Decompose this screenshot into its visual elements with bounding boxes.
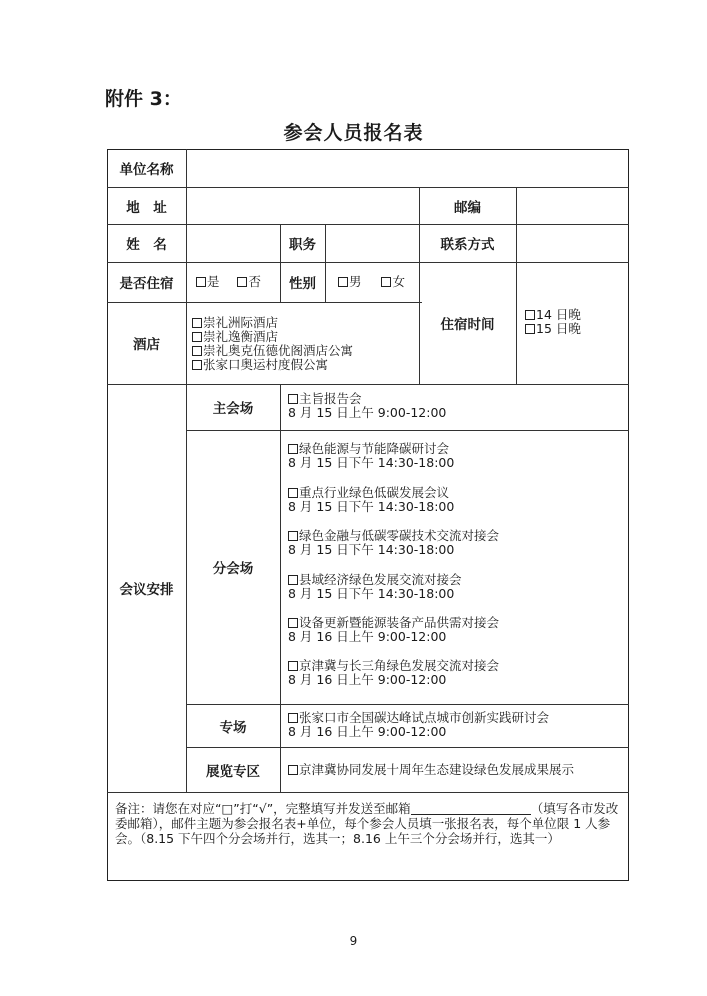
note — [115, 801, 623, 846]
checkbox[interactable] — [288, 661, 298, 671]
hotel-option — [192, 344, 353, 358]
exhibition-label: 展览专区 — [206, 763, 260, 780]
session-option — [288, 529, 499, 543]
session-option — [288, 486, 449, 500]
session-time: 8 月 15 日下午 14:30-18:00 — [288, 542, 455, 557]
hotel-option — [192, 330, 278, 344]
session-time: 8 月 16 日上午 9:00-12:00 — [288, 672, 447, 687]
session-name: 京津冀与长三角绿色发展交流对接会 — [299, 658, 500, 673]
hotel-name: 崇礼洲际酒店 — [203, 315, 279, 330]
address-label: 地 址 — [126, 199, 167, 216]
sub-venue-label: 分会场 — [212, 561, 254, 577]
checkbox[interactable] — [237, 277, 247, 287]
session-name: 设备更新暨能源装备产品供需对接会 — [299, 615, 500, 630]
session-option — [288, 616, 499, 630]
option-yes: 是 — [207, 274, 220, 289]
checkbox[interactable] — [525, 324, 535, 334]
session-name: 张家口市全国碳达峰试点城市创新实践研讨会 — [299, 710, 550, 725]
page-number: 9 — [349, 934, 358, 948]
session-option — [288, 392, 362, 406]
option-female: 女 — [392, 274, 405, 289]
attachment-label: 附件 3： — [105, 88, 182, 110]
special-label: 专场 — [219, 719, 247, 736]
hotel-name: 崇礼逸衡酒店 — [203, 329, 279, 344]
session-time: 8 月 15 日下午 14:30-18:00 — [288, 455, 455, 470]
col-divider — [516, 187, 517, 384]
session-name: 重点行业绿色低碳发展会议 — [299, 485, 450, 500]
session-option — [288, 442, 449, 456]
stay-night-option — [525, 308, 581, 322]
checkbox[interactable] — [288, 618, 298, 628]
session-option — [288, 659, 499, 673]
hotel-name: 张家口奥运村度假公寓 — [203, 357, 329, 372]
name-label: 姓 名 — [126, 237, 167, 253]
session-name: 绿色能源与节能降碳研讨会 — [299, 441, 450, 456]
lodging-label: 是否住宿 — [119, 276, 174, 292]
main-venue-label: 主会场 — [212, 401, 254, 417]
checkbox[interactable] — [288, 488, 298, 498]
gender-label: 性别 — [289, 276, 316, 292]
hotel-option — [192, 316, 278, 330]
session-time: 8 月 15 日上午 9:00-12:00 — [288, 405, 447, 420]
checkbox[interactable] — [192, 360, 202, 370]
session-name: 县域经济绿色发展交流对接会 — [299, 572, 462, 587]
stay-night-option — [525, 322, 581, 336]
night-15: 15 日晚 — [536, 321, 581, 336]
unit-name-label: 单位名称 — [119, 162, 174, 178]
option-no: 否 — [248, 274, 261, 289]
checkbox[interactable] — [192, 318, 202, 328]
session-time: 8 月 16 日上午 9:00-12:00 — [288, 724, 447, 739]
checkbox[interactable] — [196, 277, 206, 287]
col-divider — [325, 224, 326, 302]
session-option — [288, 573, 462, 587]
col-divider — [280, 384, 281, 792]
hotel-name: 崇礼奥克伍德优阁酒店公寓 — [203, 343, 354, 358]
checkbox[interactable] — [288, 394, 298, 404]
checkbox[interactable] — [288, 531, 298, 541]
night-14: 14 日晚 — [536, 307, 581, 322]
checkbox[interactable] — [192, 332, 202, 342]
option-male: 男 — [349, 274, 362, 289]
hotel-option — [192, 358, 328, 372]
contact-label: 联系方式 — [440, 237, 495, 253]
exhibition-name: 京津冀协同发展十周年生态建设绿色发展成果展示 — [299, 762, 575, 777]
checkbox[interactable] — [288, 444, 298, 454]
stay-time-label: 住宿时间 — [440, 317, 495, 333]
email-blank[interactable] — [411, 803, 531, 815]
checkbox[interactable] — [288, 765, 298, 775]
checkbox[interactable] — [288, 713, 298, 723]
lodging-options — [196, 275, 261, 289]
form-title: 参会人员报名表 — [283, 122, 424, 144]
checkbox[interactable] — [525, 310, 535, 320]
session-name: 主旨报告会 — [299, 391, 362, 406]
gender-options — [338, 275, 405, 289]
hotel-label: 酒店 — [133, 337, 160, 353]
session-time: 8 月 16 日上午 9:00-12:00 — [288, 629, 447, 644]
session-time: 8 月 15 日下午 14:30-18:00 — [288, 586, 455, 601]
postcode-label: 邮编 — [454, 199, 481, 216]
checkbox[interactable] — [381, 277, 391, 287]
checkbox[interactable] — [288, 575, 298, 585]
checkbox[interactable] — [338, 277, 348, 287]
position-label: 职务 — [289, 237, 316, 253]
note-suffix: （填写各市发改委邮箱），邮件主题为参会报名表+单位，每个参会人员填一张报名表，每个单位限 1 人参会。（8.15 下午四个分会场并行，选其一；8.16 上午三个分会场并行，选其一） — [115, 801, 619, 846]
session-option — [288, 711, 549, 725]
exhibition-option — [288, 763, 574, 777]
session-time: 8 月 15 日下午 14:30-18:00 — [288, 499, 455, 514]
session-name: 绿色金融与低碳零碳技术交流对接会 — [299, 528, 500, 543]
checkbox[interactable] — [192, 346, 202, 356]
meeting-label: 会议安排 — [119, 582, 174, 598]
row-divider — [107, 792, 629, 793]
note-prefix: 备注：请您在对应“□”打“√”，完整填写并发送至邮箱 — [115, 801, 411, 816]
